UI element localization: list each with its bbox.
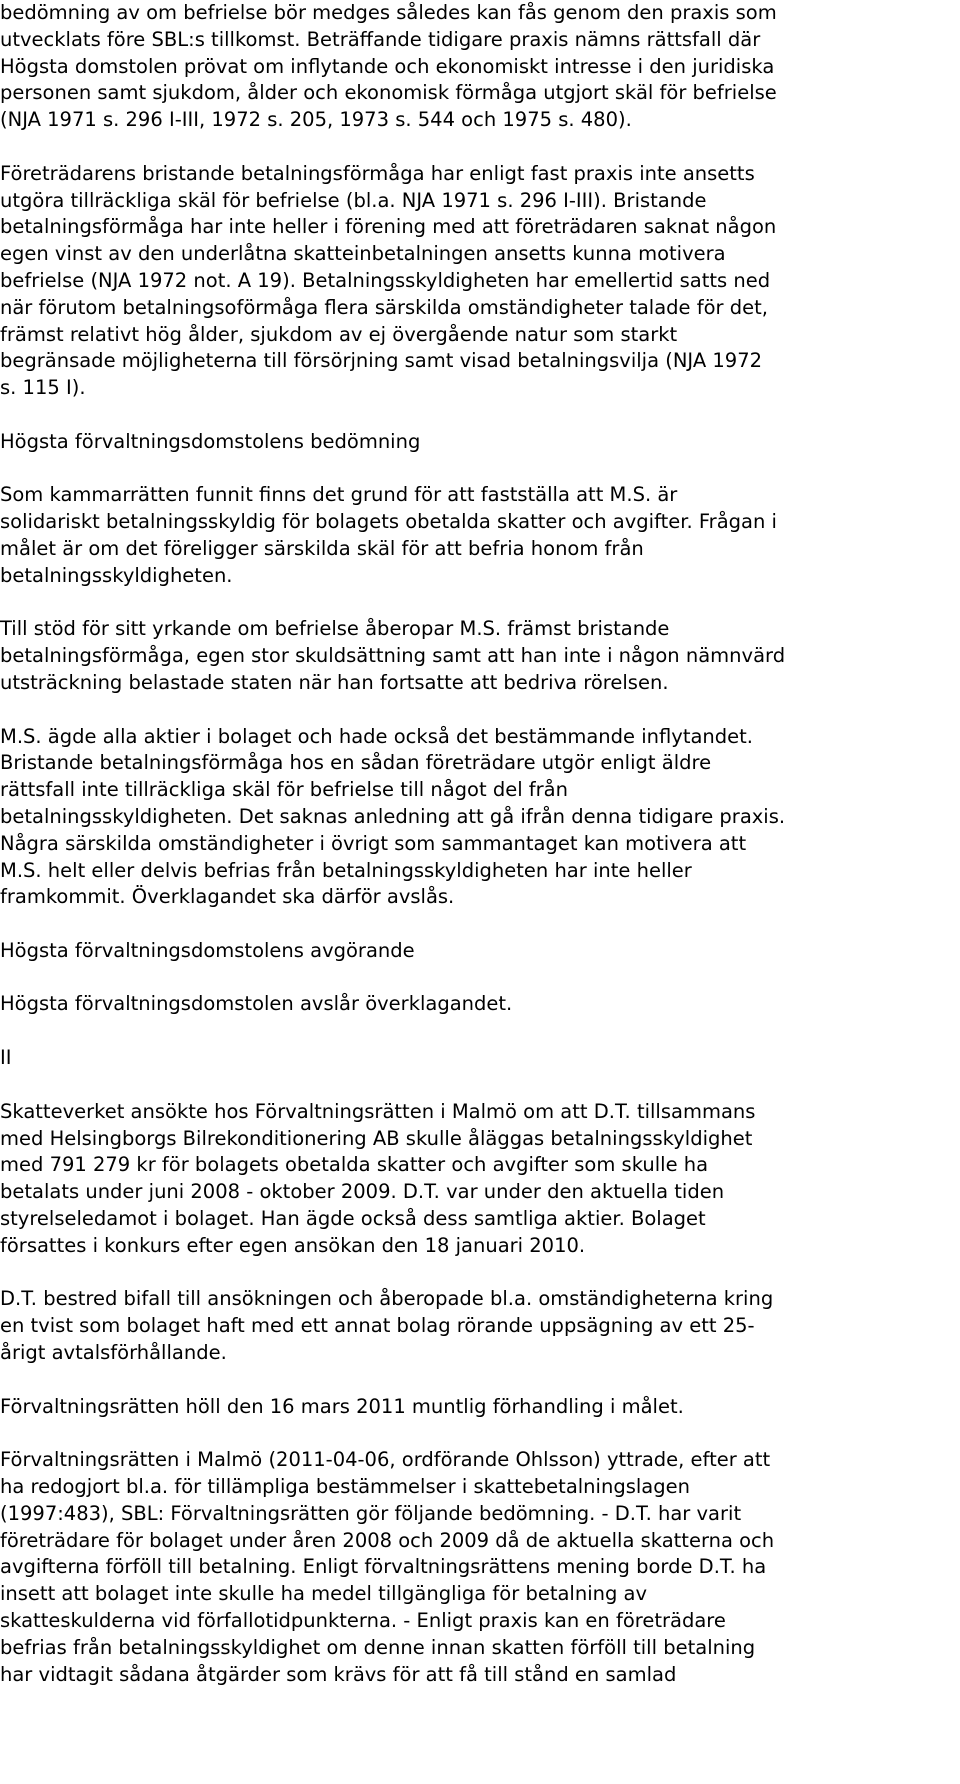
paragraph-forvaltningsratten-malmo: Förvaltningsrätten i Malmö (2011-04-06, ordförande Ohlsson) yttrade, efter att ha redogjort bl.a. för tillämpliga bestämmelser i skattebetalningslagen (1997:483), SBL: Förvaltningsrätten gör följande bedömning. - D.T. har varit företrädare för bolaget under åren 2008 och 2009 då de aktuella skatterna och avgifterna förföll till betalning. Enligt förvaltningsrättens mening borde D.T. ha insett att bolaget inte skulle ha medel tillgängliga för betalning av skatteskulderna vid förfallotidpunkterna. - Enligt praxis kan en företrädare befrias från betalningsskyldighet om denne innan skatten förföll till betalning har vidtagit sådana åtgärder som krävs för att få till stånd en samlad [0, 1448, 775, 1686]
paragraph-skatteverket-ansokan: Skatteverket ansökte hos Förvaltningsrätten i Malmö om att D.T. tillsammans med Helsingborgs Bilrekonditionering AB skulle åläggas betalningsskyldighet med 791 279 kr för bolagets obetalda skatter och avgifter som skulle ha betalats under juni 2008 - oktober 2009. D.T. var under den aktuella tiden styrelseledamot i bolaget. Han ägde också dess samtliga aktier. Bolaget försattes i konkurs efter egen ansökan den 18 januari 2010. [0, 1099, 756, 1257]
paragraph-praxis-intro: bedömning av om befrielse bör medges således kan fås genom den praxis som utvecklats före SBL:s tillkomst. Beträffande tidigare praxis nämns rättsfall där Högsta domstolen prövat om inflytande och ekonomiskt intresse i den juridiska personen samt sjukdom, ålder och ekonomisk förmåga utgjort skäl för befrielse (NJA 1971 s. 296 I-III, 1972 s. 205, 1973 s. 544 och 1975 s. 480). [0, 1, 777, 132]
heading-hfd-bedomning: Högsta förvaltningsdomstolens bedömning [0, 429, 421, 453]
paragraph-spacer [0, 965, 936, 992]
paragraph-aktieinnehav: M.S. ägde alla aktier i bolaget och hade också det bestämmande inflytandet. Bristande betalningsförmåga hos en sådan företrädare utgör enligt äldre rättsfall inte tillräckliga skäl för befrielse till något del från betalningsskyldigheten. Det saknas anledning att gå ifrån denna tidigare praxis. Några särskilda omständigheter i övrigt som sammantaget kan motivera att M.S. helt eller delvis befrias från betalningsskyldigheten har inte heller framkommit. Överklagandet ska därför avslås. [0, 724, 786, 909]
paragraph-avslar-overklagandet: Högsta förvaltningsdomstolen avslår överklagandet. [0, 992, 513, 1016]
paragraph-solidariskt-ansvar: Som kammarrätten funnit finns det grund för att fastställa att M.S. är solidariskt betalningsskyldig för bolagets obetalda skatter och avgifter. Frågan i målet är om det föreligger särskilda skäl för att befria honom från betalningsskyldigheten. [0, 483, 777, 587]
paragraph-spacer [0, 1072, 936, 1099]
paragraph-yrkande-befrielse: Till stöd för sitt yrkande om befrielse åberopar M.S. främst bristande betalningsförmåga, egen stor skuldsättning samt att han inte i någon nämnvärd utsträckning belastade staten när han fortsatte att bedriva rörelsen. [0, 617, 786, 694]
paragraph-spacer [0, 134, 936, 161]
paragraph-spacer [0, 1260, 936, 1287]
paragraph-spacer [0, 456, 936, 483]
paragraph-spacer [0, 1018, 936, 1045]
section-numeral-ii: II [0, 1046, 12, 1070]
paragraph-spacer [0, 911, 936, 938]
paragraph-dt-bestred: D.T. bestred bifall till ansökningen och åberopade bl.a. omständigheterna kring en tvist som bolaget haft med ett annat bolag rörande uppsägning av ett 25- årigt avtalsförhållande. [0, 1287, 774, 1365]
heading-hfd-avgorande: Högsta förvaltningsdomstolens avgörande [0, 938, 415, 962]
paragraph-spacer [0, 402, 936, 429]
paragraph-spacer [0, 697, 936, 724]
paragraph-spacer [0, 1420, 936, 1447]
paragraph-spacer [0, 590, 936, 617]
paragraph-muntlig-forhandling: Förvaltningsrätten höll den 16 mars 2011 muntlig förhandling i målet. [0, 1394, 684, 1418]
paragraph-spacer [0, 1367, 936, 1394]
paragraph-betalningsformaga: Företrädarens bristande betalningsförmåga har enligt fast praxis inte ansetts utgöra tillräckliga skäl för befrielse (bl.a. NJA 1971 s. 296 I-III). Bristande betalningsförmåga har inte heller i förening med att företrädaren saknat någon egen vinst av den underlåtna skatteinbetalningen ansetts kunna motivera befrielse (NJA 1972 not. A 19). Betalningsskyldigheten har emellertid satts ned när förutom betalningsoförmåga flera särskilda omständigheter talade för det, främst relativt hög ålder, sjukdom av ej övergående natur som starkt begränsade möjligheterna till försörjning samt visad betalningsvilja (NJA 1972 s. 115 I). [0, 161, 777, 400]
